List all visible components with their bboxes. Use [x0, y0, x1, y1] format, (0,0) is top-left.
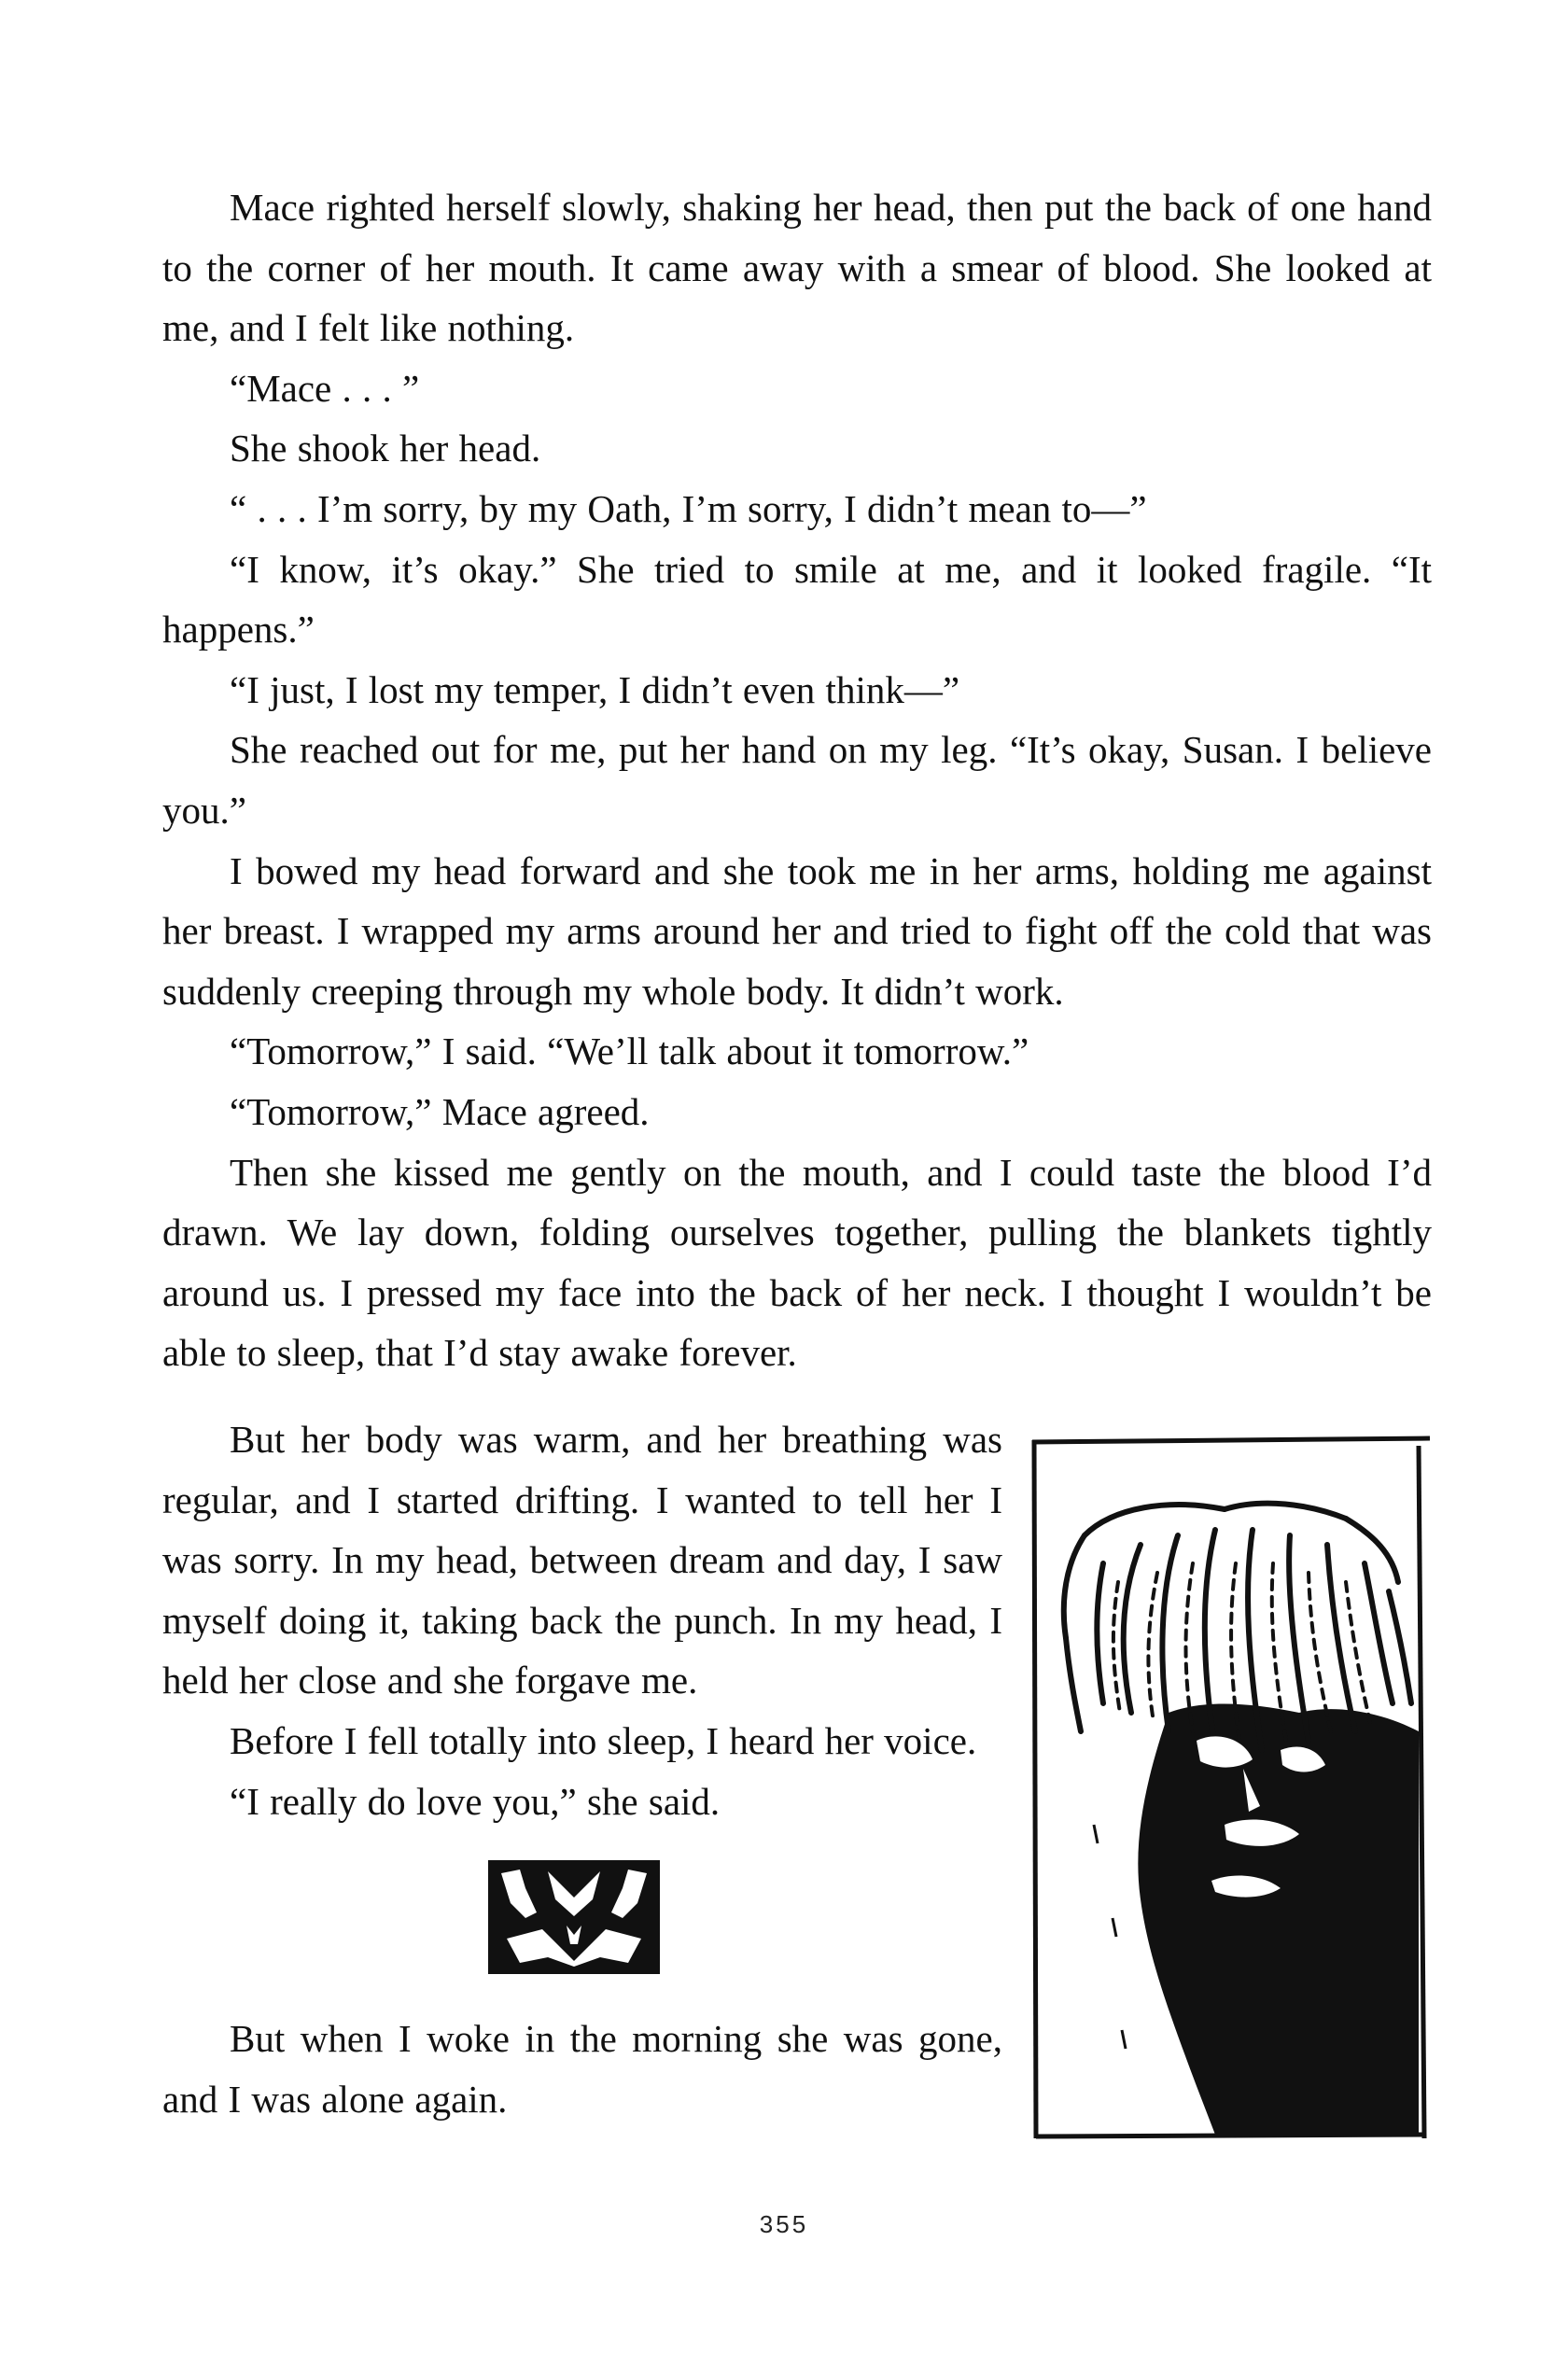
- paragraph: I bowed my head forward and she took me in her arms, holding me against her breast. I wrapped my arms around her and tried to fight off the cold that was suddenly creeping through my whole body. It didn’t work.: [162, 848, 1432, 1013]
- paragraph: She shook her head.: [230, 427, 541, 470]
- section-break-ornament: [488, 1860, 660, 1974]
- page-number: 355: [759, 2210, 809, 2238]
- text-block-beside-illustration: [162, 1409, 1002, 1831]
- paragraph: Before I fell totally into sleep, I heard her voice.: [230, 1718, 977, 1762]
- ink-portrait-illustration: [1029, 1433, 1434, 2142]
- paragraph: Mace righted herself slowly, shaking her head, then put the back of one hand to the corner of her mouth. It came away with a smear of blood. She looked at me, and I felt like nothing.: [162, 186, 1432, 350]
- paragraph: She reached out for me, put her hand on my leg. “It’s okay, Susan. I believe you.”: [162, 728, 1432, 832]
- paragraph: “I really do love you,” she said.: [230, 1779, 721, 1823]
- paragraph: “I just, I lost my temper, I didn’t even think—”: [230, 667, 960, 711]
- paragraph: “I know, it’s okay.” She tried to smile at me, and it looked fragile. “It happens.”: [162, 547, 1432, 651]
- text-block-bottom: [162, 2009, 1002, 2129]
- paragraph: But her body was warm, and her breathing was regular, and I started drifting. I wanted to tell her I was sorry. In my head, between dream and day, I saw myself doing it, taking back the punch. In my head, I held her close and she forgave me.: [162, 1418, 1002, 1702]
- paragraph: “Mace . . . ”: [230, 366, 420, 410]
- paragraph: “Tomorrow,” Mace agreed.: [230, 1089, 650, 1133]
- paragraph: “Tomorrow,” I said. “We’ll talk about it tomorrow.”: [230, 1029, 1029, 1073]
- paragraph: “ . . . I’m sorry, by my Oath, I’m sorry, I didn’t mean to—”: [230, 486, 1147, 530]
- paragraph: But when I woke in the morning she was gone, and I was alone again.: [162, 2017, 1002, 2121]
- paragraph: Then she kissed me gently on the mouth, and I could taste the blood I’d drawn. We lay down, folding ourselves together, pulling the blankets tightly around us. I pressed my face into the back of her neck. I thought I wouldn’t be able to sleep, that I’d stay awake forever.: [162, 1150, 1432, 1375]
- text-block-top: [162, 177, 1432, 1383]
